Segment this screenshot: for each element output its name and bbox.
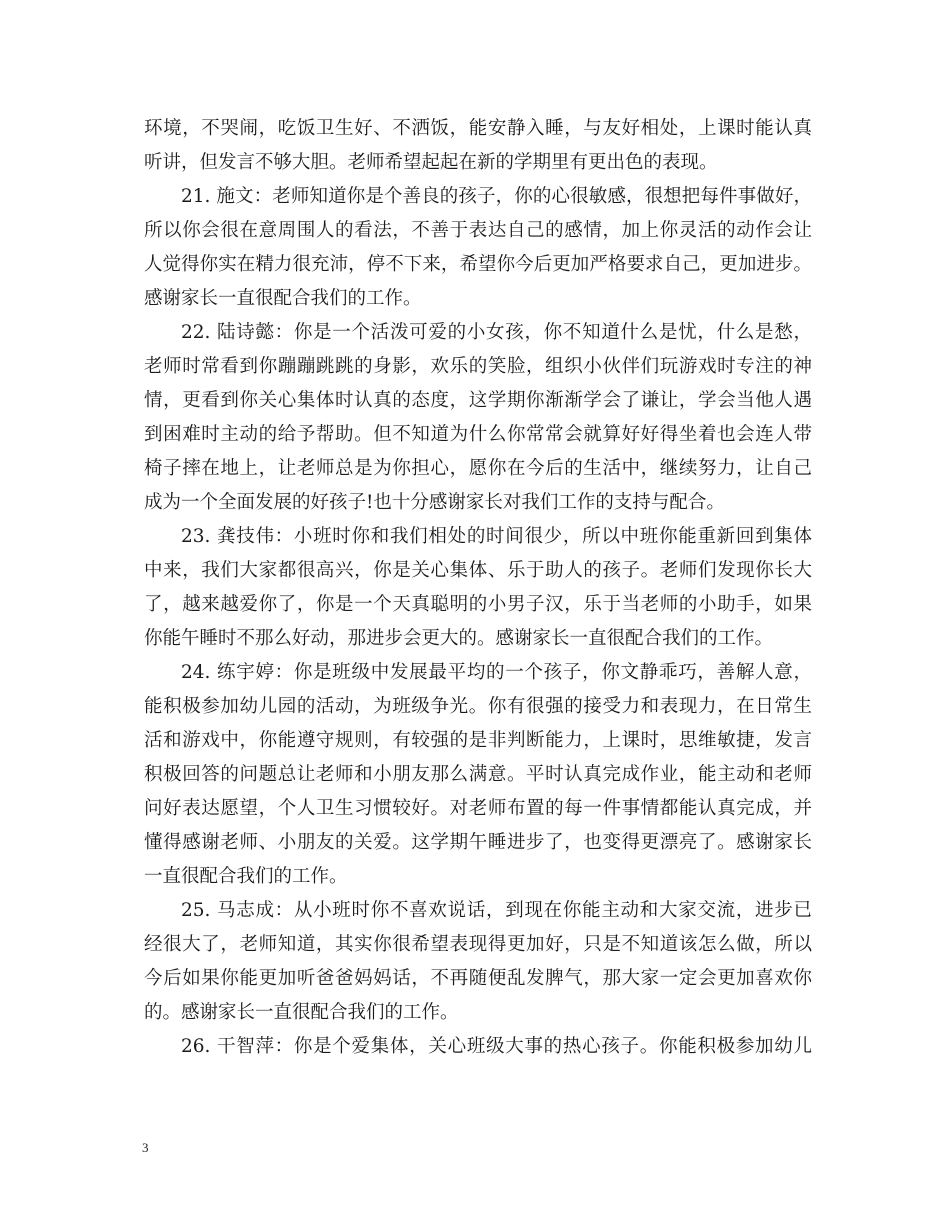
- text-line: 情，更看到你关心集体时认真的态度，这学期你渐渐学会了谦让，学会当他人遇: [144, 390, 812, 411]
- text-line: 椅子摔在地上，让老师总是为你担心，愿你在今后的生活中，继续努力，让自己: [144, 458, 812, 479]
- text-line: 感谢家长一直很配合我们的工作。: [144, 288, 422, 309]
- text-line: 人觉得你实在精力很充沛，停不下来，希望你今后更加严格要求自己，更加进步。: [144, 254, 812, 275]
- text-line: 成为一个全面发展的好孩子!也十分感谢家长对我们工作的支持与配合。: [144, 492, 725, 513]
- text-line: 所以你会很在意周围人的看法，不善于表达自己的感情，加上你灵活的动作会让: [144, 220, 812, 241]
- text-line: 到困难时主动的给予帮助。但不知道为什么你常常会就算好好得坐着也会连人带: [144, 424, 812, 445]
- page-number: 3: [142, 1140, 149, 1155]
- text-line: 经很大了，老师知道，其实你很希望表现得更加好，只是不知道该怎么做，所以: [144, 934, 812, 955]
- text-line: 听讲，但发言不够大胆。老师希望起起在新的学期里有更出色的表现。: [144, 152, 718, 173]
- text-line: 21. 施文：老师知道你是个善良的孩子，你的心很敏感，很想把每件事做好，: [181, 186, 812, 207]
- text-line: 问好表达愿望，个人卫生习惯较好。对老师布置的每一件事情都能认真完成，并: [144, 798, 812, 819]
- text-line: 一直很配合我们的工作。: [144, 866, 348, 887]
- text-line: 24. 练宇婷：你是班级中发展最平均的一个孩子，你文静乖巧，善解人意，: [181, 662, 812, 683]
- text-line: 懂得感谢老师、小朋友的关爱。这学期午睡进步了，也变得更漂亮了。感谢家长: [144, 832, 812, 853]
- text-line: 能积极参加幼儿园的活动，为班级争光。你有很强的接受力和表现力，在日常生: [144, 696, 812, 717]
- text-line: 中来，我们大家都很高兴，你是关心集体、乐于助人的孩子。老师们发现你长大: [144, 560, 812, 581]
- text-line: 积极回答的问题总让老师和小朋友那么满意。平时认真完成作业，能主动和老师: [144, 764, 812, 785]
- document-body: [144, 112, 812, 1064]
- text-line: 23. 龚技伟：小班时你和我们相处的时间很少，所以中班你能重新回到集体: [181, 526, 812, 547]
- text-line: 22. 陆诗懿：你是一个活泼可爱的小女孩，你不知道什么是忧，什么是愁，: [181, 322, 812, 343]
- text-line: 活和游戏中，你能遵守规则，有较强的是非判断能力，上课时，思维敏捷，发言: [144, 730, 812, 751]
- text-line: 25. 马志成：从小班时你不喜欢说话，到现在你能主动和大家交流，进步已: [181, 900, 812, 921]
- text-line: 你能午睡时不那么好动，那进步会更大的。感谢家长一直很配合我们的工作。: [144, 628, 774, 649]
- text-line: 环境，不哭闹，吃饭卫生好、不洒饭，能安静入睡，与友好相处，上课时能认真: [144, 118, 812, 139]
- text-line: 26. 干智萍：你是个爱集体，关心班级大事的热心孩子。你能积极参加幼儿: [181, 1036, 812, 1057]
- text-line: 的。感谢家长一直很配合我们的工作。: [144, 1002, 459, 1023]
- text-line: 今后如果你能更加听爸爸妈妈话，不再随便乱发脾气，那大家一定会更加喜欢你: [144, 968, 812, 989]
- text-line: 老师时常看到你蹦蹦跳跳的身影，欢乐的笑脸，组织小伙伴们玩游戏时专注的神: [144, 356, 812, 377]
- text-line: 了，越来越爱你了，你是一个天真聪明的小男子汉，乐于当老师的小助手，如果: [144, 594, 812, 615]
